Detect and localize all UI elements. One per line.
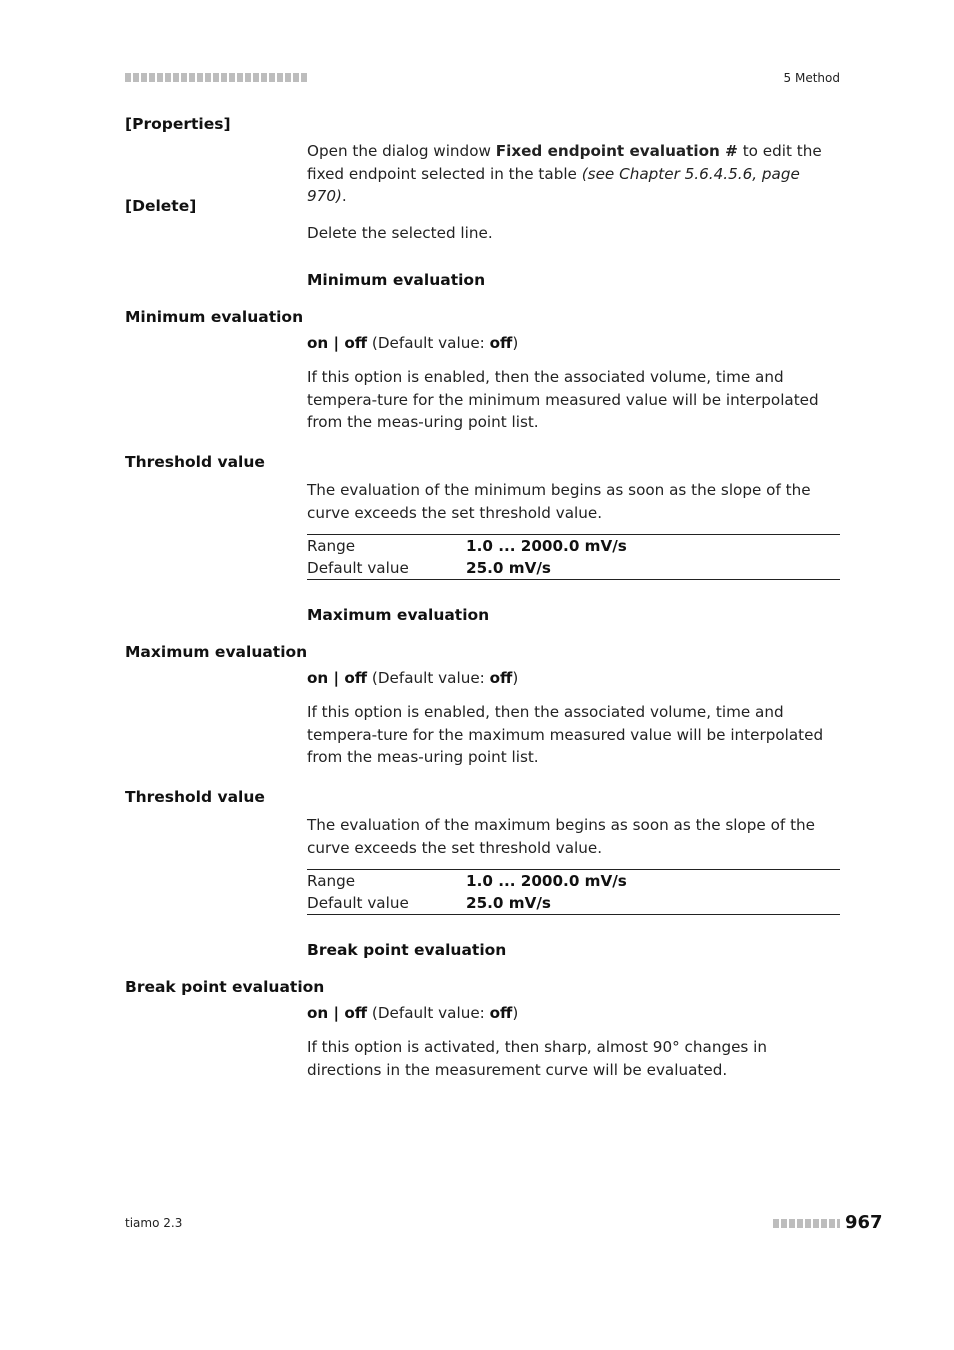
page-number: 967: [845, 1212, 883, 1233]
maximum-default-suffix: ): [512, 669, 519, 687]
minimum-threshold-description: The evaluation of the minimum begins as soon as the slope of the curve exceeds the set threshold value.: [307, 481, 811, 522]
breakpoint-section-heading: Break point evaluation: [307, 941, 507, 959]
minimum-default-value: off: [489, 334, 513, 352]
properties-desc-pre: Open the dialog window: [307, 142, 496, 160]
table-row: [307, 870, 840, 892]
minimum-section-heading: Minimum evaluation: [307, 271, 486, 289]
breakpoint-default-suffix: ): [512, 1004, 519, 1022]
properties-dialog-name: Fixed endpoint evaluation #: [495, 142, 738, 160]
breakpoint-onoff-values: on | off: [307, 1004, 368, 1022]
minimum-default-suffix: ): [512, 334, 519, 352]
footer-product-name: tiamo 2.3: [125, 1216, 183, 1230]
breakpoint-description: If this option is activated, then sharp, almost 90° changes in directions in the measurement curve will be evaluated.: [307, 1038, 768, 1079]
minimum-evaluation-term: Minimum evaluation: [125, 308, 304, 326]
breakpoint-default-value: off: [489, 1004, 513, 1022]
minimum-default-prefix: (Default value:: [367, 334, 490, 352]
maximum-threshold-description: The evaluation of the maximum begins as soon as the slope of the curve exceeds the set threshold value.: [307, 816, 815, 857]
maximum-description: If this option is enabled, then the associated volume, time and tempera-ture for the maximum measured value will be interpolated from the meas-uring point list.: [307, 703, 824, 766]
range-value: 1.0 ... 2000.0 mV/s: [466, 537, 627, 555]
range-value: 1.0 ... 2000.0 mV/s: [466, 872, 627, 890]
breakpoint-evaluation-term: Break point evaluation: [125, 978, 325, 996]
maximum-default-prefix: (Default value:: [367, 669, 490, 687]
breakpoint-onoff-line: [307, 1004, 518, 1022]
properties-term: [Properties]: [125, 115, 231, 133]
maximum-threshold-term: Threshold value: [125, 788, 265, 806]
range-label: Range: [307, 872, 356, 890]
minimum-description: If this option is enabled, then the associated volume, time and tempera-ture for the minimum measured value will be interpolated from the meas-uring point list.: [307, 368, 819, 431]
delete-description: Delete the selected line.: [307, 224, 493, 242]
minimum-threshold-term: Threshold value: [125, 453, 265, 471]
maximum-onoff-values: on | off: [307, 669, 368, 687]
properties-description: [307, 140, 840, 208]
header-dots-decoration: [125, 73, 307, 82]
properties-desc-mid: to edit the fixed endpoint selected in the table: [307, 142, 822, 183]
properties-desc-post: .: [341, 187, 347, 205]
maximum-default-value: off: [489, 669, 513, 687]
maximum-evaluation-term: Maximum evaluation: [125, 643, 308, 661]
table-row: [307, 892, 840, 914]
minimum-threshold-table: [307, 534, 840, 580]
table-row: [307, 535, 840, 557]
minimum-onoff-line: [307, 334, 518, 352]
default-label: Default value: [307, 559, 409, 577]
default-label: Default value: [307, 894, 409, 912]
default-value: 25.0 mV/s: [466, 559, 551, 577]
delete-term: [Delete]: [125, 197, 197, 215]
footer-dots-decoration: [773, 1219, 840, 1228]
range-label: Range: [307, 537, 356, 555]
properties-chapter-reference[interactable]: (see Chapter 5.6.4.5.6, page 970): [307, 164, 800, 205]
maximum-threshold-table: [307, 869, 840, 915]
default-value: 25.0 mV/s: [466, 894, 551, 912]
maximum-onoff-line: [307, 669, 518, 687]
maximum-section-heading: Maximum evaluation: [307, 606, 490, 624]
breakpoint-default-prefix: (Default value:: [367, 1004, 490, 1022]
table-row: [307, 557, 840, 579]
minimum-onoff-values: on | off: [307, 334, 368, 352]
header-section-title: 5 Method: [783, 71, 840, 85]
